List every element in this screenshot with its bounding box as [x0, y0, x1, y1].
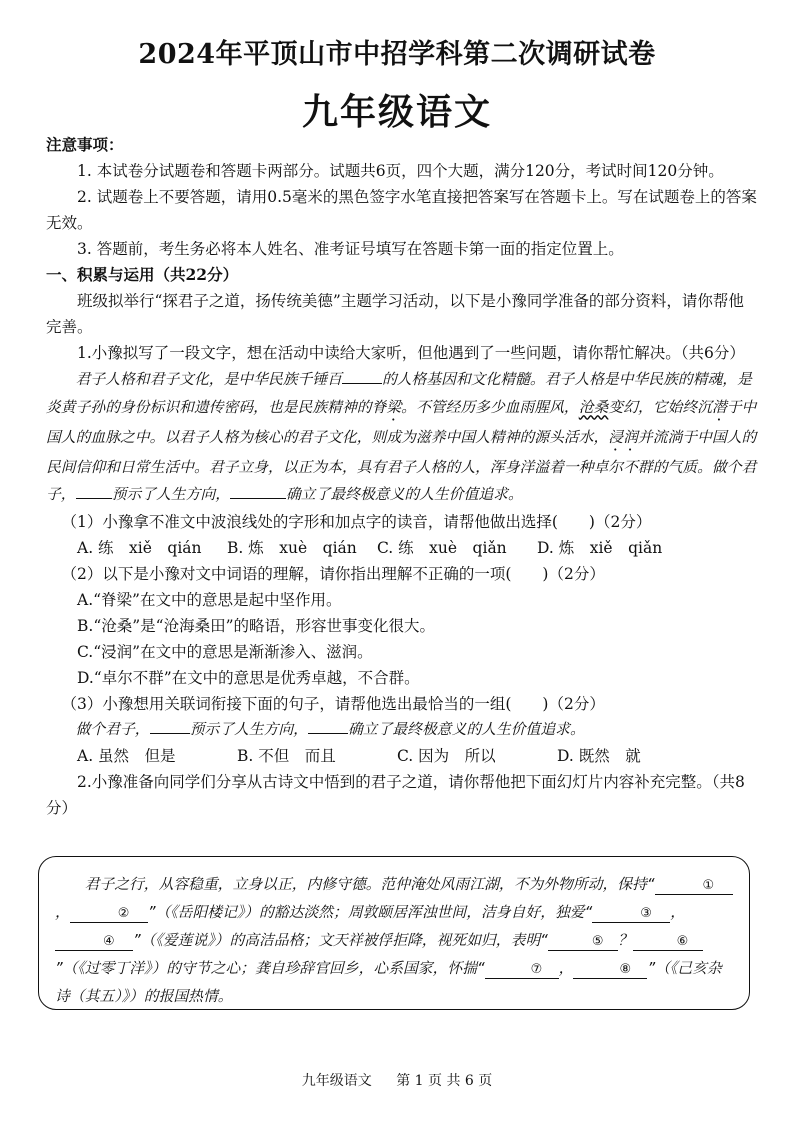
option-c[interactable]: C. 因为 所以: [397, 746, 496, 765]
footer-subject: 九年级语文: [301, 1073, 372, 1089]
option-a[interactable]: A.“脊梁”在文中的意思是起中坚作用。: [77, 590, 342, 609]
option-c[interactable]: C.“浸润”在文中的意思是渐渐渗入、滋润。: [77, 642, 373, 661]
option-b[interactable]: B. 不但 而且: [237, 746, 336, 765]
question-1: 1.小豫拟写了一段文字，想在活动中读给大家听，但他遇到了一些问题，请你帮忙解决。（共6分）: [77, 344, 745, 362]
fill-blank-2[interactable]: ②: [70, 906, 148, 923]
section-intro: 班级拟举行“探君子之道，扬传统美德”主题学习活动，以下是小豫同学准备的部分资料，请你帮他完善。: [46, 292, 744, 336]
slide-box: [38, 856, 750, 1010]
fill-blank-6[interactable]: ⑥: [633, 934, 703, 951]
options-row: [46, 535, 758, 561]
connective-sentence: 做个君子， 预示了人生方向， 确立了最终极意义的人生价值追求。: [46, 717, 758, 743]
option-d[interactable]: D. 炼 xiě qiǎn: [537, 538, 663, 557]
option-c[interactable]: C. 练 xuè qiǎn: [377, 538, 507, 557]
slide-text: 君子之行，从容稳重，立身以正，内修守德。范仲淹处风雨江湖，不为外物所动，保持“ ①， ② ”（《岳阳楼记》）的豁达淡然；周敦颐居浑浊世间，洁身自好，独爱“ ③ ，④ ”（《爱莲说》）的高洁品格；文天祥被俘拒降，视死如归，表明“ ⑤ ？ ⑥”（《过零丁洋》）的守节之心；龚自珍辞官回乡，心系国家，怀揣“ ⑦ ， ⑧ ”（《己亥杂诗（其五）》）的报国热情。: [55, 871, 733, 1011]
sub-question-3: （3）小豫想用关联词衔接下面的句子，请帮他选出最恰当的一组( )（2分）: [61, 694, 605, 713]
sub-question-1: （1）小豫拿不准文中波浪线处的字形和加点字的读音，请帮他做出选择( )（2分）: [61, 512, 652, 531]
footer-page-number: 第 1 页 共 6 页: [396, 1073, 493, 1089]
note-item: 1. 本试卷分试题卷和答题卡两部分。试题共6页，四个大题，满分120分，考试时间120分钟。: [77, 162, 724, 180]
option-d[interactable]: D.“卓尔不群”在文中的意思是优秀卓越，不合群。: [77, 668, 420, 687]
option-a[interactable]: A. 虽然 但是: [77, 746, 176, 765]
fill-blank-5[interactable]: ⑤: [548, 934, 618, 951]
exam-subtitle: 九年级语文: [301, 91, 492, 133]
sub-question-2: （2）以下是小豫对文中词语的理解，请你指出理解不正确的一项( )（2分）: [61, 564, 605, 583]
note-item: 3. 答题前，考生务必将本人姓名、准考证号填写在答题卡第一面的指定位置上。: [77, 240, 624, 258]
answer-blank[interactable]: [342, 368, 382, 384]
answer-blank[interactable]: [76, 483, 112, 499]
fill-blank-8[interactable]: ⑧: [573, 962, 647, 979]
reading-passage: 君子人格和君子文化，是中华民族千锤百 的人格基因和文化精髓。君子人格是中华民族的精魂，是炎黄子孙的身份标识和遗传密码，也是民族精神的脊梁。不管经历多少血雨腥风，沧桑变幻，它始终沉潜于中国人的血脉之中。以君子人格为核心的君子文化，则成为滋养中国人精神的源头活水，浸润并流淌于中国人的民间信仰和日常生活中。君子立身，以正为本，具有君子人格的人，浑身洋溢着一种卓尔不群的气质。做个君子， 预示了人生方向， 确立了最终极意义的人生价值追求。: [46, 366, 758, 509]
answer-blank[interactable]: [230, 483, 286, 499]
section-heading: 一、积累与运用（共22分）: [46, 265, 239, 284]
answer-blank[interactable]: [308, 718, 348, 734]
option-a[interactable]: A. 练 xiě qián: [77, 538, 202, 557]
exam-title: 2024年平顶山市中招学科第二次调研试卷: [138, 39, 656, 70]
option-b[interactable]: B. 炼 xuè qián: [227, 538, 357, 557]
fill-blank-7[interactable]: ⑦: [485, 962, 559, 979]
notes-heading: 注意事项：: [46, 135, 124, 154]
option-d[interactable]: D. 既然 就: [557, 746, 641, 765]
option-b[interactable]: B.“沧桑”是“沧海桑田”的略语，形容世事变化很大。: [77, 616, 436, 635]
note-item: 2. 试题卷上不要答题，请用0.5毫米的黑色签字水笔直接把答案写在答题卡上。写在试题卷上的答案无效。: [46, 188, 757, 232]
fill-blank-4[interactable]: ④: [55, 934, 133, 951]
answer-blank[interactable]: [150, 718, 190, 734]
exam-content: [46, 132, 758, 821]
fill-blank-1[interactable]: ①: [655, 878, 733, 895]
options-row: [46, 743, 758, 769]
fill-blank-3[interactable]: ③: [592, 906, 670, 923]
question-2: 2.小豫准备向同学们分享从古诗文中悟到的君子之道，请你帮他把下面幻灯片内容补充完整。（共8分）: [46, 772, 745, 817]
page-footer: [0, 1070, 794, 1090]
